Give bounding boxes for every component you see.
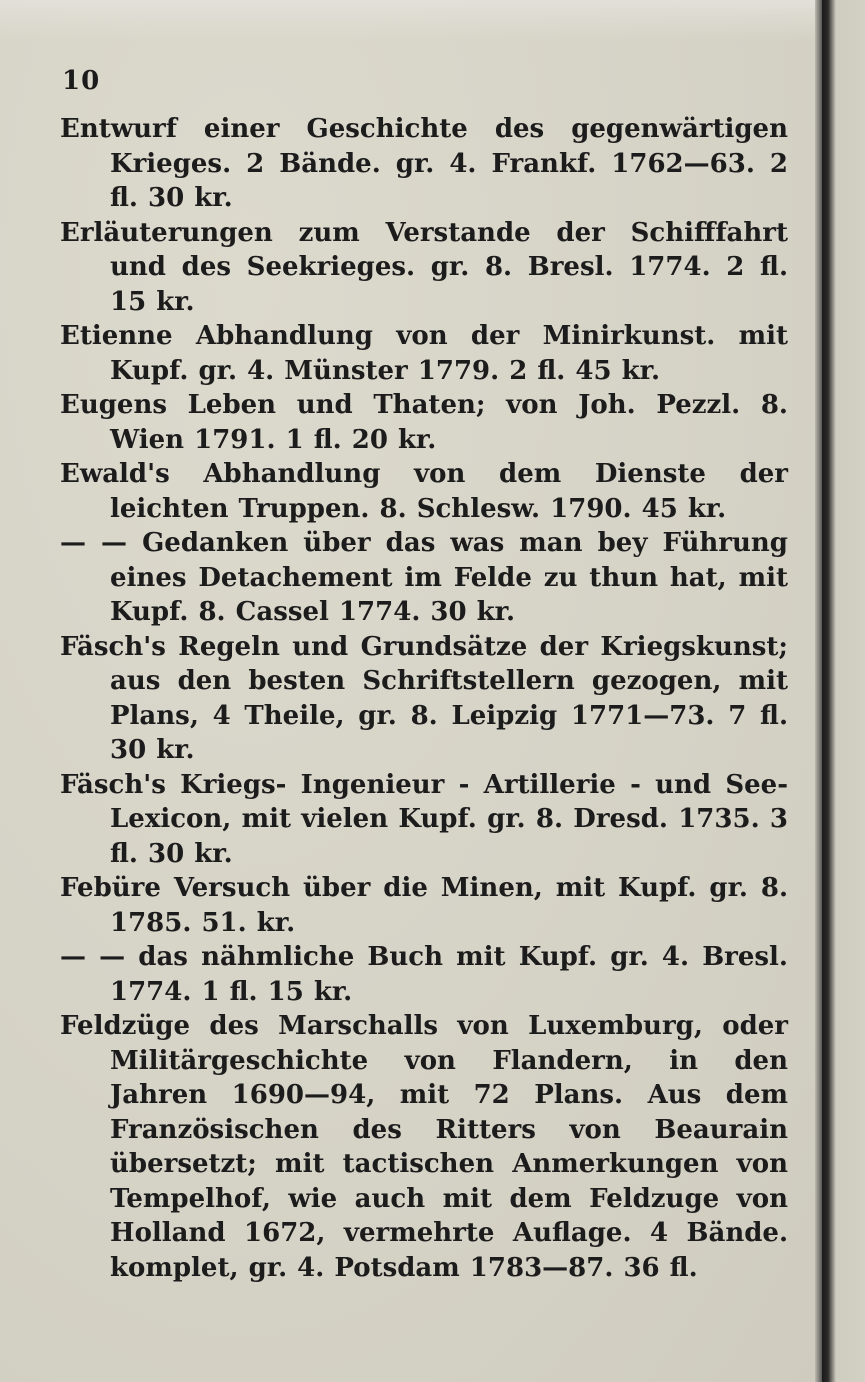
bibliography-list [60,112,788,1285]
adjacent-page-edge [822,0,865,1382]
page-number: 10 [62,66,101,96]
bibliography-entry: Febüre Versuch über die Minen, mit Kupf. gr. 8. 1785. 51. kr. [60,873,788,938]
bibliography-entry: Etienne Abhandlung von der Minirkunst. mit Kupf. gr. 4. Münster 1779. 2 fl. 45 kr. [60,321,788,386]
bibliography-entry: Eugens Leben und Thaten; von Joh. Pezzl. 8. Wien 1791. 1 fl. 20 kr. [60,390,788,455]
bibliography-entry: — — Gedanken über das was man bey Führung eines Detachement im Felde zu thun hat, mit Kupf. 8. Cassel 1774. 30 kr. [60,528,788,627]
bibliography-entry: — — das nähmliche Buch mit Kupf. gr. 4. Bresl. 1774. 1 fl. 15 kr. [60,942,788,1007]
bibliography-entry: Feldzüge des Marschalls von Luxemburg, oder Militärgeschichte von Flandern, in den Jahren 1690—94, mit 72 Plans. Aus dem Französischen des Ritters von Beaurain übersetzt; mit tactischen Anmerkungen von Tempelhof, wie auch mit dem Feldzuge von Holland 1672, vermehrte Auflage. 4 Bände. komplet, gr. 4. Potsdam 1783—87. 36 fl. [60,1011,788,1283]
bibliography-entry: Erläuterungen zum Verstande der Schifffahrt und des Seekrieges. gr. 8. Bresl. 1774. 2 fl. 15 kr. [60,217,788,317]
bibliography-entry: Fäsch's Kriegs- Ingenieur - Artillerie - und See- Lexicon, mit vielen Kupf. gr. 8. Dresd. 1735. 3 fl. 30 kr. [60,769,788,869]
bibliography-entry: Entwurf einer Geschichte des gegenwärtigen Krieges. 2 Bände. gr. 4. Frankf. 1762—63. 2 fl. 30 kr. [60,114,788,213]
bibliography-entry: Fäsch's Regeln und Grundsätze der Kriegskunst; aus den besten Schriftstellern gezogen, mit Plans, 4 Theile, gr. 8. Leipzig 1771—73. 7 fl. 30 kr. [60,631,788,765]
bibliography-entry: Ewald's Abhandlung von dem Dienste der leichten Truppen. 8. Schlesw. 1790. 45 kr. [60,459,788,524]
page-edge-shade [0,0,818,40]
